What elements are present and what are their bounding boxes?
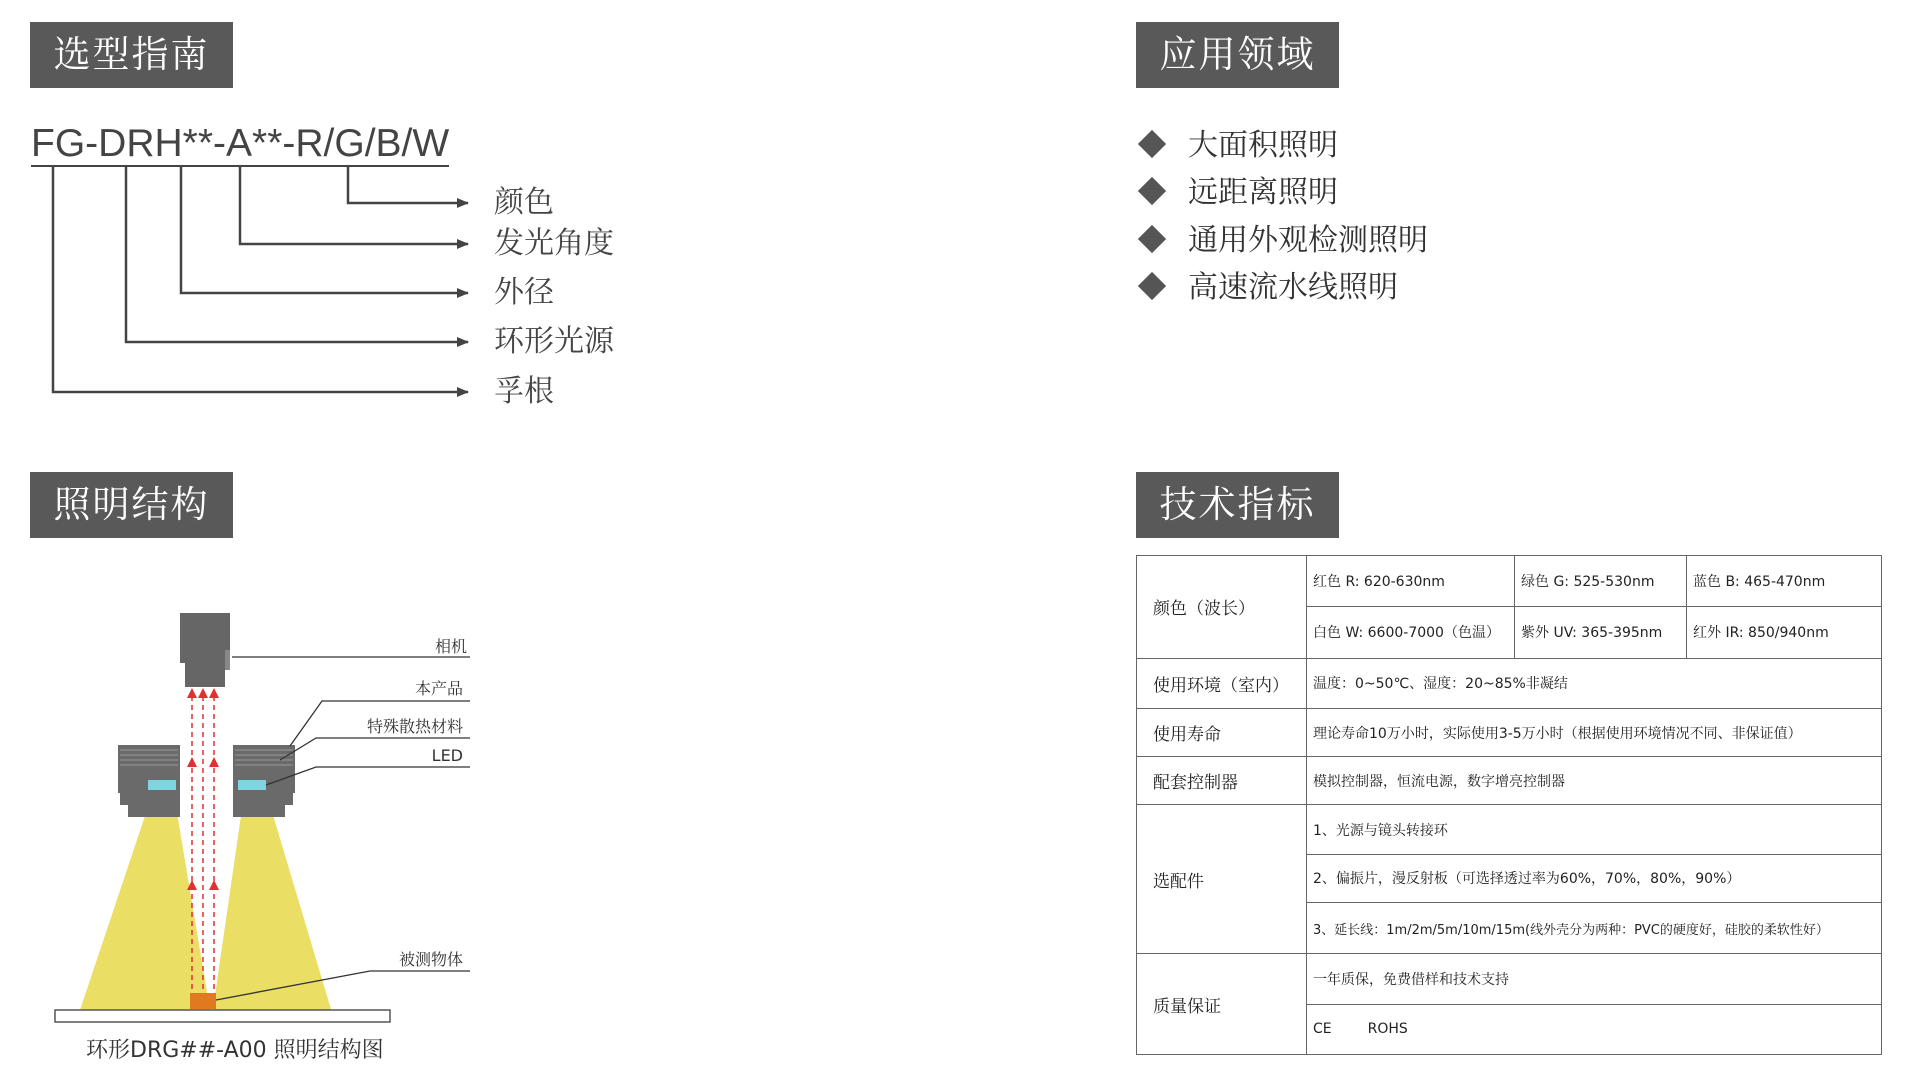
spec-accessory-1: 1、光源与镜头转接环 bbox=[1307, 805, 1882, 854]
spec-controller: 模拟控制器，恒流电源，数字增亮控制器 bbox=[1307, 757, 1882, 805]
spec-life: 理论寿命10万小时，实际使用3-5万小时（根据使用环境情况不同、非保证值） bbox=[1307, 708, 1882, 756]
light-cone-left bbox=[78, 795, 211, 1016]
legend-label-ring: 环形光源 bbox=[494, 324, 614, 359]
led-right bbox=[238, 780, 266, 790]
spec-key-controller: 配套控制器 bbox=[1137, 757, 1307, 805]
test-object bbox=[190, 993, 216, 1009]
label-product: 本产品 bbox=[414, 679, 463, 698]
table-row bbox=[1137, 708, 1882, 756]
spec-accessory-3: 3、延长线：1m/2m/5m/10m/15m(线外壳分为两种：PVC的硬度好，硅胶的柔软性好） bbox=[1307, 903, 1882, 954]
spec-key-color: 颜色（波长） bbox=[1137, 556, 1307, 659]
diagram-caption: 环形DRG##-A00 照明结构图 bbox=[86, 1038, 384, 1063]
legend-label-brand: 孚根 bbox=[494, 374, 554, 409]
spec-key-accessory: 选配件 bbox=[1137, 805, 1307, 954]
led-left bbox=[148, 780, 176, 790]
leader-led bbox=[266, 767, 470, 785]
diamond-bullet-icon bbox=[1138, 225, 1166, 253]
spec-green: 绿色 G: 525-530nm bbox=[1515, 556, 1687, 607]
spec-certs bbox=[1307, 1004, 1882, 1054]
table-row bbox=[1137, 954, 1882, 1004]
spec-key-quality: 质量保证 bbox=[1137, 954, 1307, 1055]
code-prefix: FG- bbox=[31, 122, 99, 165]
label-object: 被测物体 bbox=[398, 950, 463, 969]
table-row bbox=[1137, 658, 1882, 708]
ring-light-body bbox=[118, 745, 295, 817]
spec-accessory-2: 2、偏振片，漫反射板（可选择透过率为60%，70%，80%，90%） bbox=[1307, 854, 1882, 902]
application-item: 远距离照明 bbox=[1188, 175, 1338, 210]
spec-warranty: 一年质保，免费借样和技术支持 bbox=[1307, 954, 1882, 1004]
legend-label-color: 颜色 bbox=[494, 185, 554, 220]
code-series: DRH bbox=[98, 122, 183, 165]
light-cone-right bbox=[212, 795, 333, 1016]
spec-blue: 蓝色 B: 465-470nm bbox=[1687, 556, 1882, 607]
legend-label-diameter: 外径 bbox=[494, 275, 554, 310]
spec-env: 温度：0~50℃、湿度：20~85%非凝结 bbox=[1307, 658, 1882, 708]
spec-key-env: 使用环境（室内） bbox=[1137, 658, 1307, 708]
structure-header: 照明结构 bbox=[30, 472, 233, 538]
application-item: 通用外观检测照明 bbox=[1188, 223, 1428, 258]
application-item: 高速流水线照明 bbox=[1188, 270, 1398, 305]
spec-table bbox=[1136, 555, 1882, 1055]
code-angle: A**- bbox=[226, 122, 296, 165]
cert-rohs: ROHS bbox=[1367, 1021, 1408, 1038]
selection-guide-header: 选型指南 bbox=[30, 22, 233, 88]
legend-label-angle: 发光角度 bbox=[494, 226, 614, 261]
diamond-bullet-icon bbox=[1138, 177, 1166, 205]
code-color: R/G/B/W bbox=[295, 122, 450, 165]
label-heatsink: 特殊散热材料 bbox=[366, 717, 463, 736]
lighting-structure-diagram bbox=[0, 0, 500, 1080]
stage-plate bbox=[55, 1010, 390, 1022]
label-camera: 相机 bbox=[434, 637, 467, 656]
application-item: 大面积照明 bbox=[1188, 128, 1338, 163]
diamond-bullet-icon bbox=[1138, 130, 1166, 158]
camera-icon bbox=[180, 613, 230, 687]
spec-key-life: 使用寿命 bbox=[1137, 708, 1307, 756]
diamond-bullet-icon bbox=[1138, 272, 1166, 300]
application-header: 应用领域 bbox=[1136, 22, 1339, 88]
spec-ir: 红外 IR: 850/940nm bbox=[1687, 607, 1882, 658]
spec-red: 红色 R: 620-630nm bbox=[1307, 556, 1515, 607]
spec-white: 白色 W: 6600-7000（色温） bbox=[1307, 607, 1515, 658]
table-row bbox=[1137, 556, 1882, 607]
label-led: LED bbox=[431, 746, 463, 765]
table-row bbox=[1137, 757, 1882, 805]
table-row bbox=[1137, 805, 1882, 854]
cert-ce: CE bbox=[1313, 1021, 1332, 1038]
spec-uv: 紫外 UV: 365-395nm bbox=[1515, 607, 1687, 658]
code-diameter: **- bbox=[182, 122, 226, 165]
tech-spec-header: 技术指标 bbox=[1136, 472, 1339, 538]
